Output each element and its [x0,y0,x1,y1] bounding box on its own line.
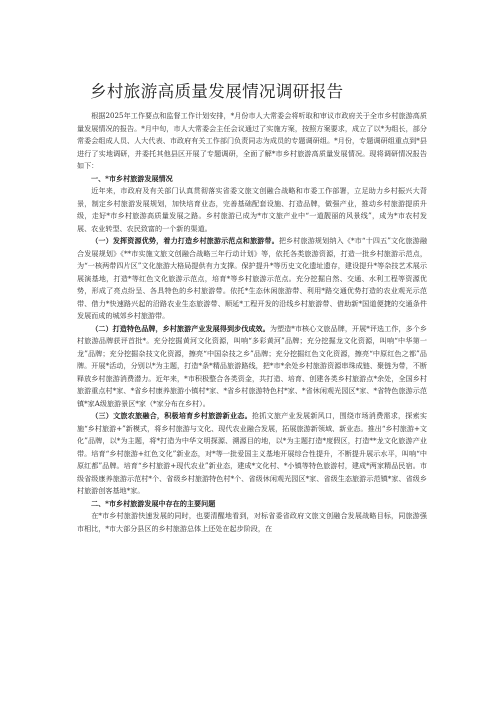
subsection-3-text: 抢抓文旅产业发展新风口，围绕市场消费需求，探索实施“乡村旅游+”新模式，将乡村旅游与文化、现代农业融合发展，拓展旅游新领域、新业态。推出“乡村旅游+文化”品牌，以*为主题，将*打造为中华文明探源、溯源目的地，以*为主题打造*度假区，打造**龙文化旅游产业带。培育“乡村旅游+红色文化”新业态，对*等一批爱国主义基地开展综合性提升，不断提升展示水平，叫响“中原红都”品牌。培育“乡村旅游+现代农业”新业态，建成*文化村、*小镇等特色旅游村，建成*两家精品民宿。市级省级康养旅游示范村*个、省级乡村旅游特色村*个、省级休闲观光园区*家、省级生态旅游示范镇*家、省级乡村旅游创客基地*家。 [77,411,428,495]
subsection-2-paragraph [77,323,427,411]
section-2-heading: 二、*市乡村旅游发展中存在的主要问题 [91,498,216,508]
intro-paragraph: 根据2025年工作要点和监督工作计划安排，*月份市人大常委会将听取和审议市政府关于全市乡村旅游高质量发展情况的报告。*月中旬，市人大常委会主任会议通过了实施方案，按照方案要求，成立了以*为组长，部分常委会组成人员、人大代表、市政府有关工作部门负责同志为成员的专题调研组。*月份，专题调研组重点到*县进行了实地调研，并委托其他县区开展了专题调研，全面了解*市乡村旅游高质量发展情况。现将调研情况报告如下： [77,111,427,170]
section-2-paragraph: 在*市乡村旅游快速发展的同时，也要清醒地看到，对标省委省政府文旅文创融合发展战略目标，同旅游强市相比，*市大部分县区的乡村旅游总体上还处在起步阶段，在 [77,511,427,533]
section-1-heading: 一、*市乡村旅游发展情况 [91,173,173,183]
subsection-1-lead: （一）发挥资源优势，着力打造乡村旅游示范点和旅游带。 [91,236,279,245]
subsection-2-text: 为塑造*市核心文旅品牌，开展*评选工作，多个乡村旅游品牌获评首批*。充分挖掘黄河文化资源，叫响“多彩黄河”品牌；充分挖掘龙文化资源，叫响“中华第一龙”品牌；充分挖掘杂技文化资源，擦亮“中国杂技之乡”品牌；充分挖掘红色文化资源，擦亮“中原红色之都”品牌。开展*活动，分别以*为主题，打造*条*精品旅游路线，把*市*余处乡村旅游资源串珠成链、聚链为带，不断释放乡村旅游消费潜力。近年来，*市积极整合各类资金，共打造、培育、创建各类乡村旅游点*余处，全国乡村旅游重点村*家、*省乡村康养旅游小镇村*家、*省乡村旅游特色村*家、*省休闲观光园区*家、*省特色旅游示范镇*家A级旅游景区*家（*家分布在乡村）。 [77,323,427,408]
document-body [77,110,427,535]
subsection-3-lead: （三）文旅农旅融合，积极培育乡村旅游新业态。 [91,411,252,420]
section-1-paragraph: 近年来，市政府及有关部门认真贯彻落实省委文旅文创融合战略和市委工作部署，立足助力乡村振兴大背景，制定乡村旅游发展规划，加快培育业态，完善基础配套设施、打造品牌，做强产业，推动乡村旅游提质升级，走好*市乡村旅游高质量发展之路。乡村旅游已成为*市文旅产业中“一道靓丽的风景线”，成为*市农村发展、农业转型、农民致富的一个新的渠道。 [77,186,427,233]
subsection-2-lead: （二）打造特色品牌，乡村旅游产业发展得到步伐成效。 [91,323,270,333]
subsection-1-text: 把乡村旅游规划纳入《*市“十四五”文化旅游融合发展规划》《**市实施文旅文创融合战略三年行动计划》等，依托各类旅游资源，打造一批乡村旅游示范点，为“一核两带四片区”文化旅游大格局提供有力支撑。保护提升*等历史文化遗址遗存，建设提升*等杂技艺术展示展演基地，打造*等红色文化旅游示范点，培育*等乡村旅游示范点。充分挖掘自然、交通、水利工程等资源优势，形成了亮点纷呈、各具特色的乡村旅游带。依托*生态休闲旅游带、利用*路交通优势打造的农业观光示范带、借力*快速路兴起的沿路农业生态旅游带、顺延*工程开发的沿线乡村旅游带、借助新*国道便捷的交通条件发展而成的城郊乡村旅游带。 [77,236,427,320]
document-title: 乡村旅游高质量发展情况调研报告 [90,82,344,101]
subsection-3-paragraph [77,410,427,498]
subsection-1-paragraph [77,235,427,323]
